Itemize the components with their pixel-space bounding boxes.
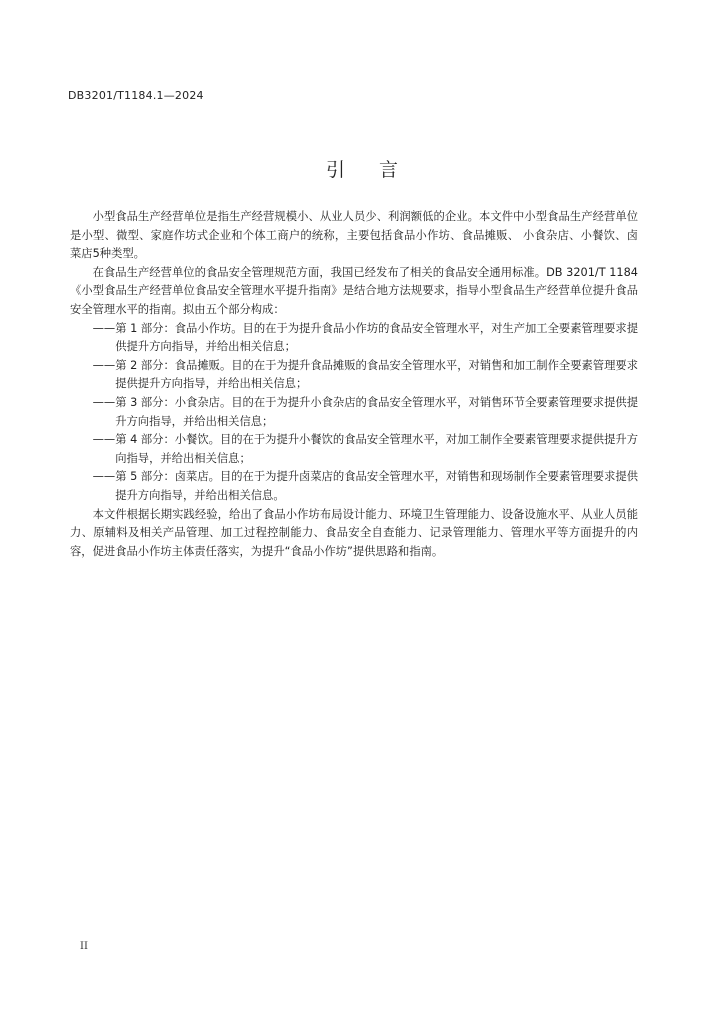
part-list-item: ——第 1 部分：食品小作坊。目的在于为提升食品小作坊的食品安全管理水平，对生产加工全要素管理要求提供提升方向指导，并给出相关信息； — [92, 321, 638, 354]
intro-paragraph: 小型食品生产经营单位是指生产经营规模小、从业人员少、利润额低的企业。本文件中小型食品生产经营单位是小型、微型、家庭作坊式企业和个体工商户的统称，主要包括食品小作坊、食品摊贩、 小食杂店、小餐饮、卤菜店5种类型。 — [70, 210, 638, 261]
part-list-item: ——第 5 部分：卤菜店。目的在于为提升卤菜店的食品安全管理水平，对销售和现场制作全要素管理要求提供提升方向指导，并给出相关信息。 — [92, 470, 638, 502]
part-list-item: ——第 2 部分：食品摊贩。目的在于为提升食品摊贩的食品安全管理水平，对销售和加工制作全要素管理要求提供提升方向指导，并给出相关信息； — [92, 358, 638, 391]
part-list-item: ——第 4 部分：小餐饮。目的在于为提升小餐饮的食品安全管理水平，对加工制作全要素管理要求提供提升方向指导，并给出相关信息； — [92, 433, 638, 465]
page-number: II — [80, 941, 88, 952]
closing-paragraph: 本文件根据长期实践经验，给出了食品小作坊布局设计能力、环境卫生管理能力、设备设施水平、从业人员能力、原辅料及相关产品管理、加工过程控制能力、食品安全自查能力、记录管理能力、管理水平等方面提升的内容，促进食品小作坊主体责任落实，为提升“食品小作坊”提供思路和指南。 — [70, 507, 638, 558]
page-title: 引言 — [325, 159, 432, 181]
part-list-item: ——第 3 部分：小食杂店。目的在于为提升小食杂店的食品安全管理水平，对销售环节全要素管理要求提供提升方向指导，并给出相关信息； — [92, 395, 638, 428]
standards-paragraph: 在食品生产经营单位的食品安全管理规范方面，我国已经发布了相关的食品安全通用标准。DB 3201/T 1184《小型食品生产经营单位食品安全管理水平提升指南》是结合地方法规要求，指导小型食品生产经营单位提升食品安全管理水平的指南。拟由五个部分构成： — [70, 265, 638, 316]
body-text — [70, 208, 638, 561]
document-id: DB3201/T1184.1—2024 — [68, 89, 204, 102]
